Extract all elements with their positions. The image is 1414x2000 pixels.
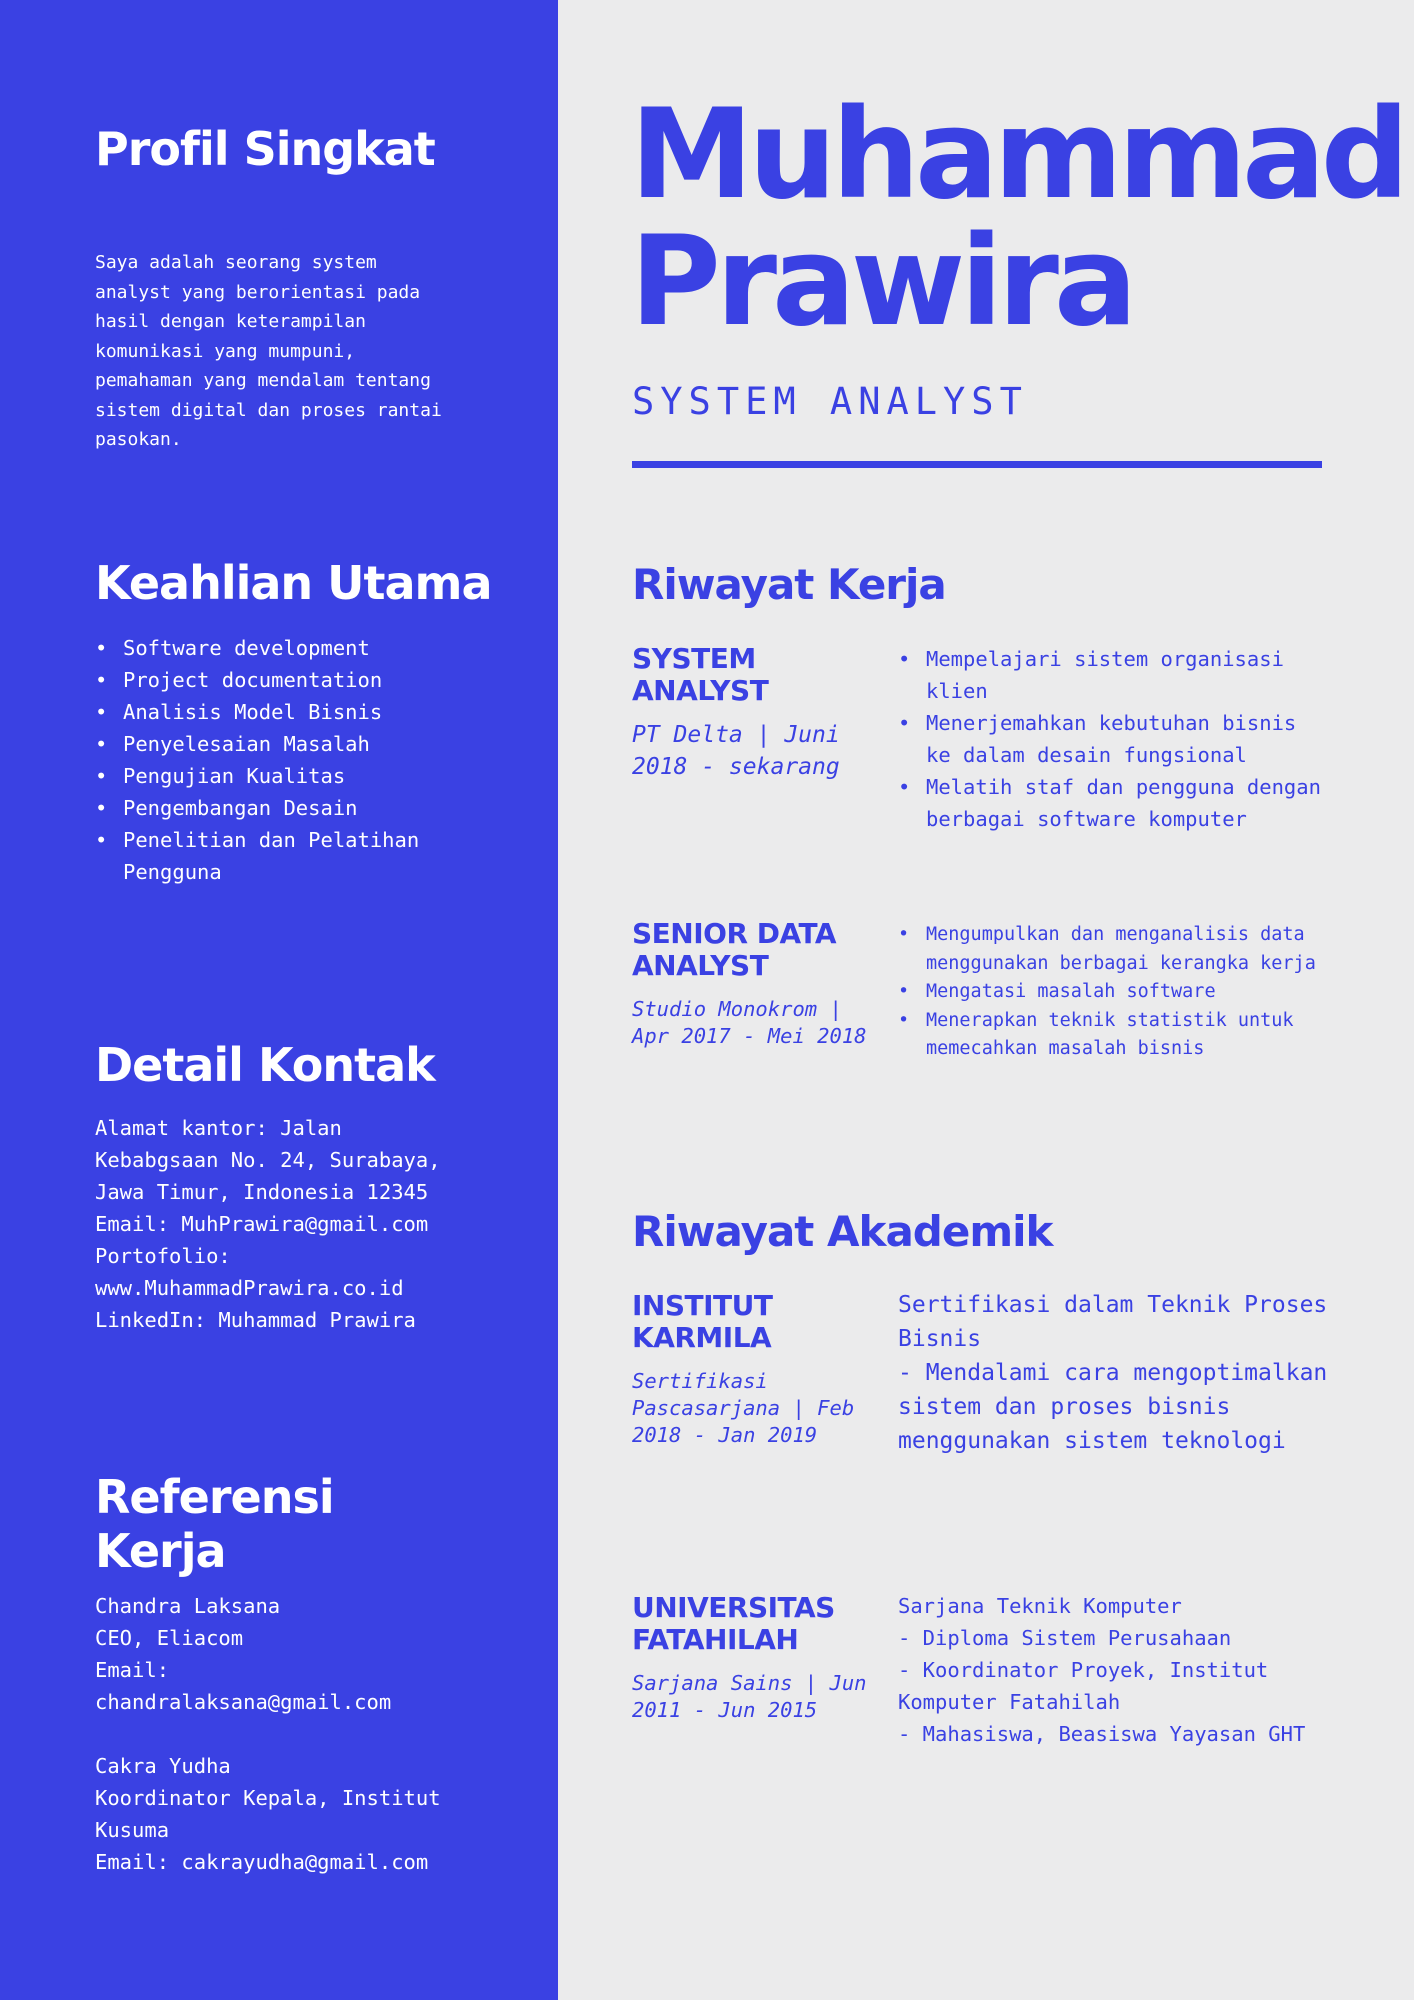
skill-item: • Pengujian Kualitas	[95, 760, 475, 792]
education-institution: INSTITUT KARMILA	[632, 1289, 773, 1354]
work-bullet: • Mempelajari sistem organisasi klien	[898, 643, 1332, 707]
references-heading: Referensi Kerja	[95, 1470, 334, 1578]
references-list	[95, 1590, 475, 1910]
education-entry-right	[898, 1288, 1332, 1458]
profile-text: Saya adalah seorang system analyst yang berorientasi pada hasil dengan keterampilan komunikasi yang mumpuni, pemahaman yang mendalam tentang sistem digital dan proses rantai pasokan.	[95, 252, 442, 450]
work-entry	[632, 918, 1332, 1088]
education-line: - Koordinator Proyek, Institut Komputer Fatahilah	[898, 1658, 1269, 1714]
last-name: Prawira	[630, 210, 1133, 354]
skill-item: • Project documentation	[95, 664, 475, 696]
contact-portfolio-url[interactable]: www.MuhammadPrawira.co.id	[95, 1276, 404, 1300]
education-line: - Mahasiswa, Beasiswa Yayasan GHT	[898, 1722, 1306, 1746]
work-bullets	[898, 921, 1332, 1064]
work-bullet: • Menerjemahkan kebutuhan bisnis ke dalam desain fungsional	[898, 707, 1332, 771]
reference-name: Chandra Laksana	[95, 1594, 281, 1618]
work-bullet: • Melatih staf dan pengguna dengan berbagai software komputer	[898, 771, 1332, 835]
job-title: SYSTEM ANALYST	[632, 380, 1028, 423]
contact-linkedin[interactable]: LinkedIn: Muhammad Prawira	[95, 1308, 416, 1332]
education-heading: Riwayat Akademik	[632, 1207, 1053, 1256]
skill-item: • Analisis Model Bisnis	[95, 696, 475, 728]
contact-details	[95, 1112, 475, 1336]
first-name: Muhammad	[630, 83, 1405, 227]
work-entry-right	[898, 643, 1332, 835]
skill-item: • Penelitian dan Pelatihan Pengguna	[95, 824, 475, 888]
reference-item	[95, 1590, 475, 1718]
sidebar	[0, 0, 558, 2000]
contact-email[interactable]: Email: MuhPrawira@gmail.com	[95, 1212, 429, 1236]
work-entry-left	[632, 643, 872, 783]
work-heading: Riwayat Kerja	[632, 560, 946, 609]
work-bullet: • Mengumpulkan dan menganalisis data menggunakan berbagai kerangka kerja	[898, 921, 1332, 978]
reference-item	[95, 1750, 475, 1878]
work-bullet: • Menerapkan teknik statistik untuk memecahkan masalah bisnis	[898, 1007, 1332, 1064]
education-entry-left	[632, 1592, 872, 1724]
contact-address: Alamat kantor: Jalan Kebabgsaan No. 24, Surabaya, Jawa Timur, Indonesia 12345	[95, 1116, 441, 1204]
work-position: SYSTEM ANALYST	[632, 642, 769, 707]
work-bullets	[898, 643, 1332, 835]
work-entry-left	[632, 918, 872, 1050]
reference-email[interactable]: Email: cakrayudha@gmail.com	[95, 1850, 429, 1874]
education-institution: UNIVERSITAS FATAHILAH	[632, 1591, 835, 1656]
work-entry	[632, 643, 1332, 853]
education-entry-right	[898, 1590, 1332, 1750]
work-entry-right	[898, 921, 1332, 1064]
work-bullet: • Mengatasi masalah software	[898, 978, 1332, 1007]
full-name	[630, 83, 1405, 354]
skill-item: • Software development	[95, 632, 475, 664]
skill-item: • Pengembangan Desain	[95, 792, 475, 824]
education-entry	[632, 1592, 1332, 1772]
reference-name: Cakra Yudha	[95, 1754, 231, 1778]
education-line: - Diploma Sistem Perusahaan	[898, 1626, 1232, 1650]
work-company-period: Studio Monokrom | Apr 2017 - Mei 2018	[632, 997, 867, 1048]
education-line: Sarjana Teknik Komputer	[898, 1594, 1182, 1618]
education-entry-left	[632, 1290, 872, 1449]
work-position: SENIOR DATA ANALYST	[632, 917, 837, 982]
skill-item: • Penyelesaian Masalah	[95, 728, 475, 760]
contact-portfolio-label: Portofolio:	[95, 1244, 231, 1268]
profile-heading: Profil Singkat	[95, 122, 435, 176]
contact-heading: Detail Kontak	[95, 1038, 435, 1092]
education-line: Sertifikasi dalam Teknik Proses Bisnis	[898, 1292, 1328, 1352]
work-company-period: PT Delta | Juni 2018 - sekarang	[632, 722, 840, 780]
reference-role: Koordinator Kepala, Institut Kusuma	[95, 1786, 441, 1842]
skills-heading: Keahlian Utama	[95, 556, 492, 610]
skills-list	[95, 632, 475, 888]
education-line: - Mendalami cara mengoptimalkan sistem dan proses bisnis menggunakan sistem teknologi	[898, 1360, 1328, 1454]
education-degree-period: Sarjana Sains | Jun 2011 - Jun 2015	[632, 1671, 867, 1722]
reference-role: CEO, Eliacom	[95, 1626, 244, 1650]
main-content	[558, 0, 1414, 2000]
education-entry	[632, 1290, 1332, 1470]
header-divider	[632, 461, 1322, 468]
reference-email[interactable]: chandralaksana@gmail.com	[95, 1690, 392, 1714]
reference-email-label: Email:	[95, 1658, 170, 1682]
education-degree-period: Sertifikasi Pascasarjana | Feb 2018 - Jan 2019	[632, 1369, 855, 1447]
